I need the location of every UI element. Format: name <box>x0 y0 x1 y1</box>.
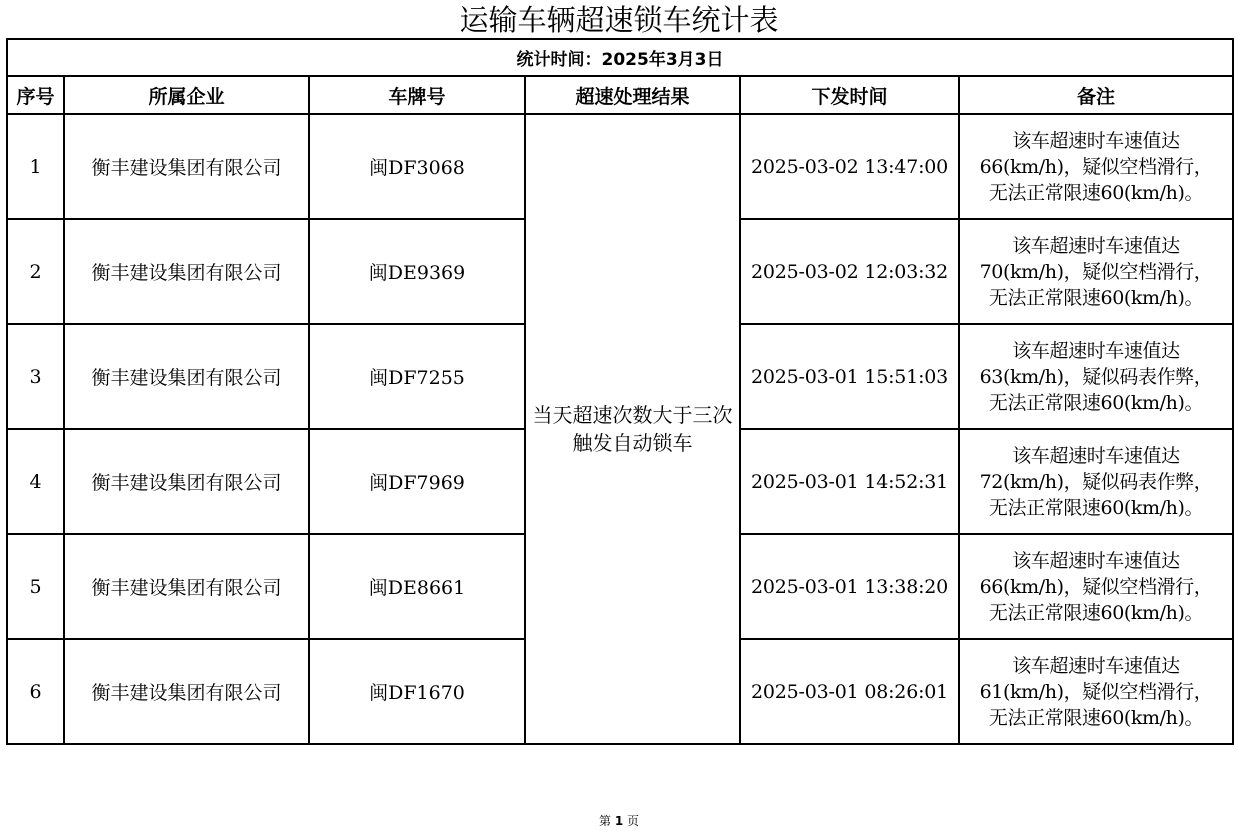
table-row <box>7 114 1233 219</box>
remark-line: 无法正常限速60(km/h)。 <box>988 286 1204 309</box>
remark-line: 61(km/h)，疑似空档滑行， <box>979 680 1213 703</box>
cell-remark <box>959 219 1233 324</box>
cell-remark <box>959 639 1233 744</box>
remark-line: 无法正常限速60(km/h)。 <box>988 391 1204 414</box>
cell-plate: 闽DE9369 <box>309 219 525 324</box>
page-number: 1 <box>614 814 624 828</box>
cell-remark <box>959 534 1233 639</box>
remark-line: 70(km/h)，疑似空档滑行， <box>979 260 1213 283</box>
cell-remark <box>959 429 1233 534</box>
cell-plate: 闽DF1670 <box>309 639 525 744</box>
cell-company: 衡丰建设集团有限公司 <box>64 639 309 744</box>
header-remark: 备注 <box>959 76 1233 114</box>
header-company: 所属企业 <box>64 76 309 114</box>
remark-line: 该车超速时车速值达 <box>1012 654 1180 677</box>
cell-no: 4 <box>7 429 64 534</box>
footer-suffix: 页 <box>627 814 640 828</box>
cell-company: 衡丰建设集团有限公司 <box>64 114 309 219</box>
cell-plate: 闽DE8661 <box>309 534 525 639</box>
remark-line: 63(km/h)，疑似码表作弊， <box>979 365 1213 388</box>
remark-line: 无法正常限速60(km/h)。 <box>988 496 1204 519</box>
cell-no: 3 <box>7 324 64 429</box>
cell-plate: 闽DF7969 <box>309 429 525 534</box>
cell-no: 5 <box>7 534 64 639</box>
cell-remark <box>959 114 1233 219</box>
page-title: 运输车辆超速锁车统计表 <box>459 3 779 37</box>
remark-line: 66(km/h)，疑似空档滑行， <box>979 155 1213 178</box>
header-row <box>7 76 1233 114</box>
remark-line: 该车超速时车速值达 <box>1012 549 1180 572</box>
cell-time: 2025-03-02 13:47:00 <box>740 114 959 219</box>
remark-line: 该车超速时车速值达 <box>1012 339 1180 362</box>
stat-time: 统计时间：2025年3月3日 <box>7 39 1233 76</box>
cell-time: 2025-03-01 13:38:20 <box>740 534 959 639</box>
cell-remark <box>959 324 1233 429</box>
cell-no: 1 <box>7 114 64 219</box>
header-result: 超速处理结果 <box>525 76 740 114</box>
cell-time: 2025-03-01 08:26:01 <box>740 639 959 744</box>
cell-no: 2 <box>7 219 64 324</box>
cell-company: 衡丰建设集团有限公司 <box>64 219 309 324</box>
speeding-lock-table <box>6 38 1234 745</box>
cell-no: 6 <box>7 639 64 744</box>
footer-prefix: 第 <box>598 814 611 828</box>
cell-company: 衡丰建设集团有限公司 <box>64 429 309 534</box>
remark-line: 该车超速时车速值达 <box>1012 129 1180 152</box>
cell-company: 衡丰建设集团有限公司 <box>64 324 309 429</box>
remark-line: 该车超速时车速值达 <box>1012 234 1180 257</box>
remark-line: 72(km/h)，疑似码表作弊， <box>979 470 1213 493</box>
cell-time: 2025-03-01 14:52:31 <box>740 429 959 534</box>
remark-line: 该车超速时车速值达 <box>1012 444 1180 467</box>
cell-result-merged: 当天超速次数大于三次触发自动锁车 <box>525 114 740 744</box>
remark-line: 无法正常限速60(km/h)。 <box>988 601 1204 624</box>
header-time: 下发时间 <box>740 76 959 114</box>
cell-company: 衡丰建设集团有限公司 <box>64 534 309 639</box>
remark-line: 无法正常限速60(km/h)。 <box>988 706 1204 729</box>
cell-plate: 闽DF3068 <box>309 114 525 219</box>
header-no: 序号 <box>7 76 64 114</box>
header-plate: 车牌号 <box>309 76 525 114</box>
cell-time: 2025-03-02 12:03:32 <box>740 219 959 324</box>
cell-plate: 闽DF7255 <box>309 324 525 429</box>
remark-line: 无法正常限速60(km/h)。 <box>988 181 1204 204</box>
cell-time: 2025-03-01 15:51:03 <box>740 324 959 429</box>
page-footer <box>0 812 1238 829</box>
remark-line: 66(km/h)，疑似空档滑行， <box>979 575 1213 598</box>
